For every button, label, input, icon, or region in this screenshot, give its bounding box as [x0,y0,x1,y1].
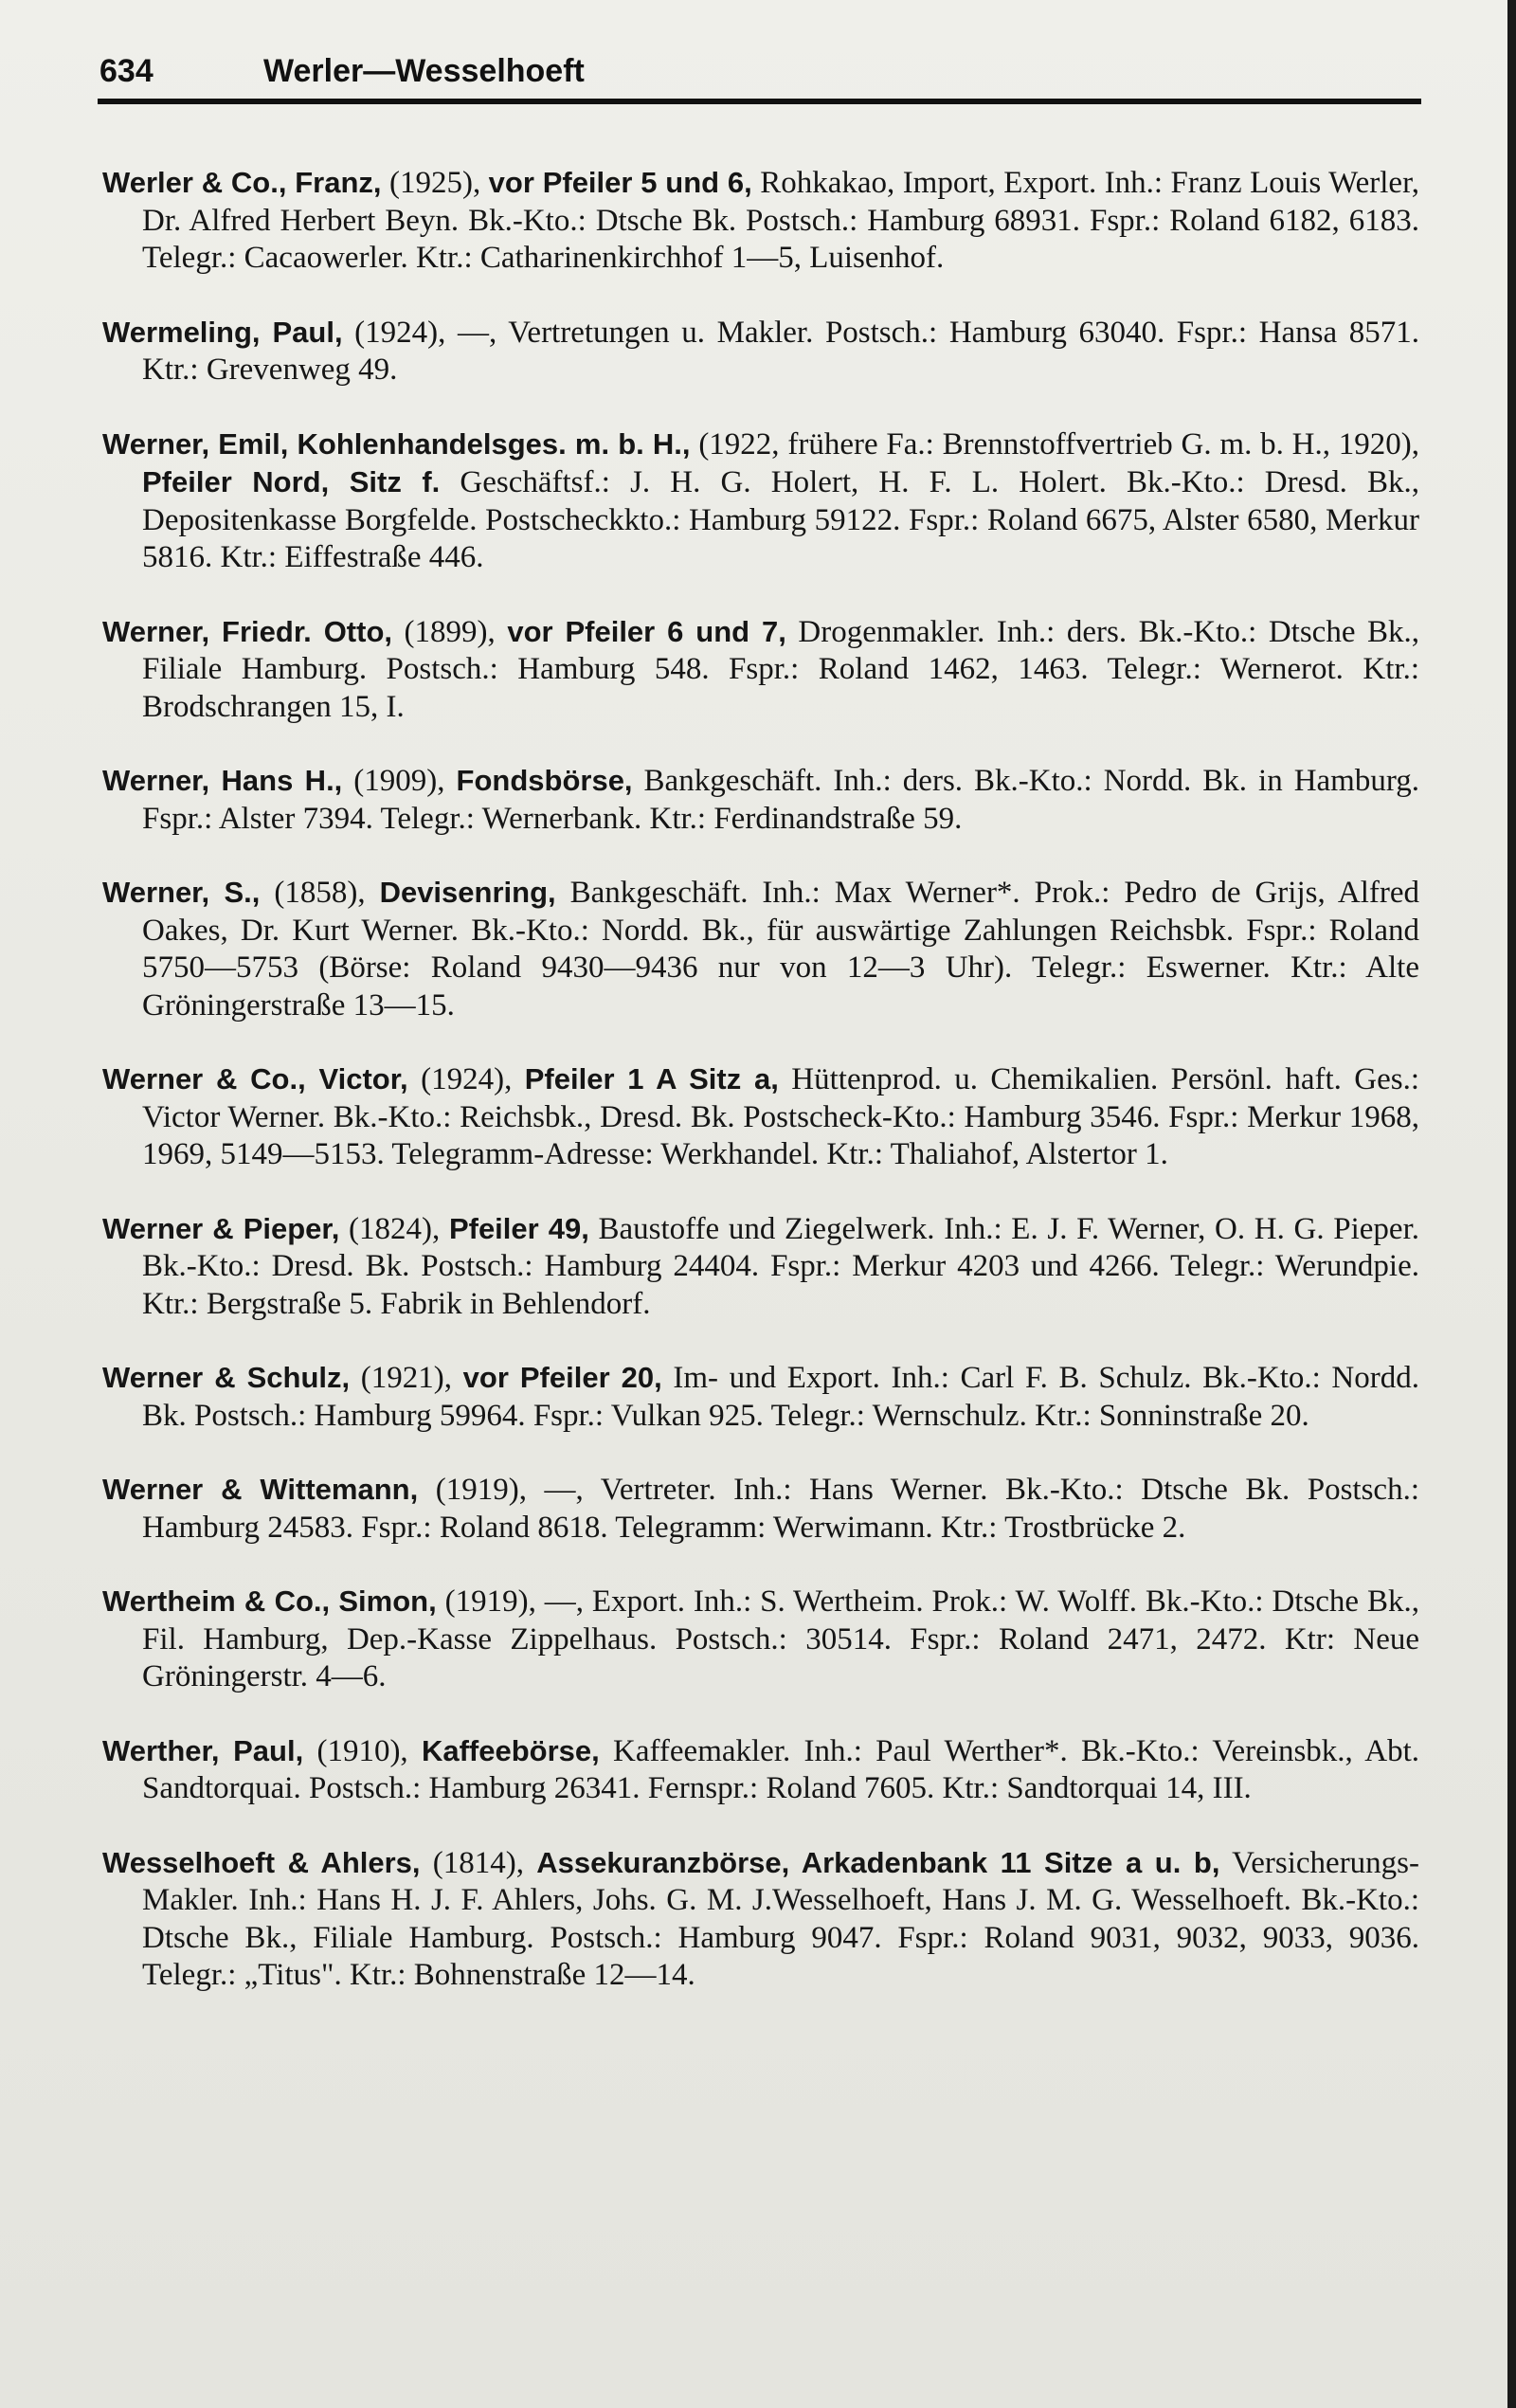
entry-year: (1921), [350,1361,463,1395]
entry-details: Im- und Export. Inh.: Carl F. B. Schulz. Bk.-Kto.: Nordd. Bk. Postsch.: Hamburg 59964. Fspr.: Vulkan 925. Telegr.: Wernschulz. Ktr.: Sonninstraße 20. [142,1361,1419,1433]
entry-year: (1925), [381,166,489,200]
entry-name: Werner & Schulz, [102,1361,351,1394]
directory-entry [102,1583,1419,1696]
entry-name: Wermeling, Paul, [102,315,343,349]
entry-details: Bankgeschäft. Inh.: Max Werner*. Prok.: Pedro de Grijs, Alfred Oakes, Dr. Kurt Werner. Bk.-Kto.: Nordd. Bk., für auswärtige Zahlungen Reichsbk. Fspr.: Roland 5750—5753 (Börse: Roland 9430—9436 nur von 12—3 Uhr). Telegr.: Eswerner. Ktr.: Alte Gröningerstraße 13—15. [142,876,1419,1023]
directory-entry [102,613,1419,727]
directory-entry [102,1359,1419,1435]
entry-year: (1924), [407,1062,525,1096]
entry-location: vor Pfeiler 20, [462,1361,662,1394]
entry-year: (1922, frühere Fa.: Brennstoffvertrieb G. m. b. H., 1920), [690,426,1419,462]
entry-details: —, Vertretungen u. Makler. Postsch.: Hamburg 63040. Fspr.: Hansa 8571. Ktr.: Grevenweg 49. [142,315,1419,387]
entry-details: Drogenmakler. Inh.: ders. Bk.-Kto.: Dtsche Bk., Filiale Hamburg. Postsch.: Hamburg 548. Fspr.: Roland 1462, 1463. Telegr.: Wernerot. Ktr.: Brodschrangen 15, I. [142,614,1420,724]
page-number: 634 [99,53,153,89]
entry-name: Werner, Hans H., [102,764,343,797]
entry-name: Werner & Co., Victor, [102,1062,408,1095]
entry-location: vor Pfeiler 6 und 7, [507,614,786,648]
entry-name: Werner & Wittemann, [102,1473,419,1506]
directory-entry [102,164,1419,278]
entry-details: Geschäftsf.: J. H. G. Holert, H. F. L. Holert. Bk.-Kto.: Dresd. Bk., Depositenkasse Borgfelde. Postscheckkto.: Hamburg 59122. Fspr.: Roland 6675, Alster 6580, Merkur 5816. Ktr.: Eiffestraße 446. [142,465,1419,574]
entry-details: —, Export. Inh.: S. Wertheim. Prok.: W. Wolff. Bk.-Kto.: Dtsche Bk., Fil. Hamburg, Dep.-Kasse Zippelhaus. Postsch.: 30514. Fspr.: Roland 2471, 2472. Ktr: Neue Gröningerstr. 4—6. [142,1584,1419,1693]
entry-name: Werner, Friedr. Otto, [102,614,393,648]
entry-location: Devisenring, [379,876,556,909]
entry-details: Bankgeschäft. Inh.: ders. Bk.-Kto.: Nordd. Bk. in Hamburg. Fspr.: Alster 7394. Telegr.: Wernerbank. Ktr.: Ferdinandstraße 59. [142,764,1419,836]
entry-name: Werler & Co., Franz, [102,166,382,199]
entry-location: Pfeiler Nord, Sitz f. [142,465,441,498]
entry-year: (1910), [303,1733,422,1768]
directory-entry [102,762,1419,838]
running-title: Werler—Wesselhoeft [263,53,585,89]
directory-entry [102,1844,1419,1995]
directory-entries [102,133,1419,2031]
directory-entry [102,874,1419,1024]
entry-year: (1814), [420,1845,537,1880]
directory-entry [102,425,1419,577]
entry-details: —, Vertreter. Inh.: Hans Werner. Bk.-Kto.: Dtsche Bk. Postsch.: Hamburg 24583. Fspr.: Roland 8618. Telegramm: Werwimann. Ktr.: Trostbrücke 2. [142,1473,1420,1545]
entry-year: (1899), [392,614,508,649]
directory-entry [102,1060,1419,1174]
entry-details: Rohkakao, Import, Export. Inh.: Franz Louis Werler, Dr. Alfred Herbert Beyn. Bk.-Kto.: Dtsche Bk. Postsch.: Hamburg 68931. Fspr.: Roland 6182, 6183. Telegr.: Cacaowerler. Ktr.: Catharinenkirchhof 1—5, Luisenhof. [142,166,1419,275]
entry-year: (1909), [342,764,457,798]
entry-name: Wesselhoeft & Ahlers, [102,1845,421,1879]
entry-location: Pfeiler 1 A Sitz a, [524,1062,779,1095]
entry-name: Werner & Pieper, [102,1211,340,1245]
entry-year: (1919), [418,1473,545,1507]
directory-entry [102,314,1419,389]
entry-details: Baustoffe und Ziegelwerk. Inh.: E. J. F. Werner, O. H. G. Pieper. Bk.-Kto.: Dresd. Bk. Postsch.: Hamburg 24404. Fspr.: Merkur 4203 und 4266. Telegr.: Werundpie. Ktr.: Bergstraße 5. Fabrik in Behlendorf. [142,1211,1420,1321]
entry-name: Werther, Paul, [102,1733,304,1767]
entry-year: (1858), [260,876,380,910]
entry-name: Werner, S., [102,876,261,909]
directory-entry [102,1471,1419,1547]
entry-name: Werner, Emil, Kohlenhandelsges. m. b. H., [102,426,691,461]
page-header [98,47,1421,102]
entry-year: (1919), [436,1584,545,1619]
entry-year: (1824), [339,1211,449,1246]
entry-details: Hüttenprod. u. Chemikalien. Persönl. haft. Ges.: Victor Werner. Bk.-Kto.: Reichsbk., Dresd. Bk. Postscheck-Kto.: Hamburg 3546. Fspr.: Merkur 1968, 1969, 5149—5153. Telegramm-Adresse: Werkhandel. Ktr.: Thaliahof, Alstertor 1. [142,1062,1420,1171]
entry-name: Wertheim & Co., Simon, [102,1584,437,1618]
entry-location: Assekuranzbörse, Arkadenbank 11 Sitze a u. b, [536,1845,1220,1879]
entry-details: Versicherungs-Makler. Inh.: Hans H. J. F. Ahlers, Johs. G. M. J.Wesselhoeft, Hans J. M. G. Wesselhoeft. Bk.-Kto.: Dtsche Bk., Filiale Hamburg. Postsch.: Hamburg 9047. Fspr.: Roland 9031, 9032, 9033, 9036. Telegr.: „Titus". Ktr.: Bohnenstraße 12—14. [142,1845,1420,1992]
entry-location: Fondsbörse, [456,764,633,797]
directory-entry [102,1210,1419,1324]
header-rule [98,99,1421,104]
entry-location: Pfeiler 49, [448,1211,589,1245]
directory-entry [102,1732,1419,1808]
entry-details: Kaffeemakler. Inh.: Paul Werther*. Bk.-Kto.: Vereinsbk., Abt. Sandtorquai. Postsch.: Hamburg 26341. Fernspr.: Roland 7605. Ktr.: Sandtorquai 14, III. [142,1733,1419,1805]
entry-location: vor Pfeiler 5 und 6, [488,166,752,199]
entry-year: (1924), [342,315,458,350]
entry-location: Kaffeebörse, [421,1733,600,1767]
